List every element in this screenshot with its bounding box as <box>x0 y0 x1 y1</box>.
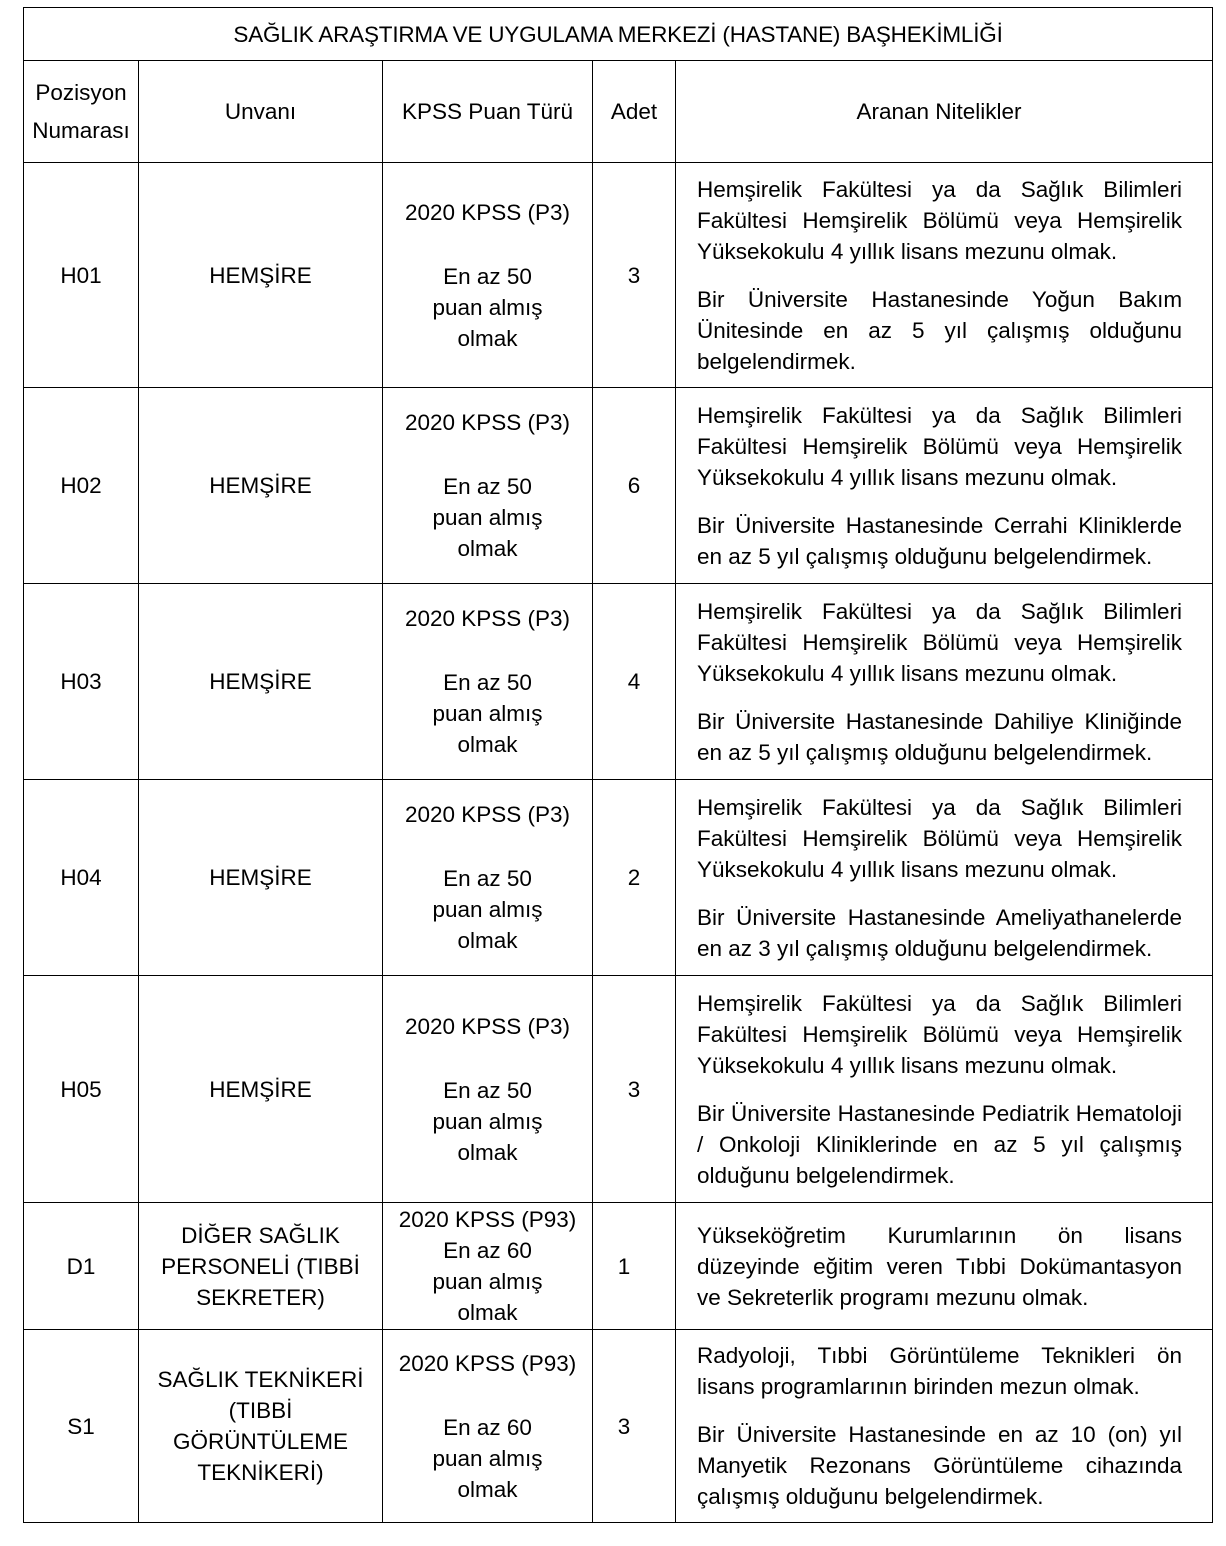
kpss-min-score: En az 60 puan almış olmak <box>432 1414 543 1502</box>
nitelik-cell <box>676 584 1213 780</box>
nitelik-paragraph: Bir Üniversite Hastanesinde en az 10 (on) yıl Manyetik Rezonans Görüntüleme cihazında çalışmış olduğunu belgelendirmek. <box>697 1422 1183 1509</box>
kpss-cell <box>383 1203 593 1330</box>
pozisyon-cell: H01 <box>24 163 139 388</box>
nitelik-paragraph: Hemşirelik Fakültesi ya da Sağlık Bilimleri Fakültesi Hemşirelik Bölümü veya Hemşirelik Yüksekokulu 4 yıllık lisans mezunu olmak. <box>697 990 1183 1078</box>
table-row <box>24 163 1213 388</box>
kpss-type: 2020 KPSS (P3) <box>404 1013 571 1039</box>
unvan-cell: HEMŞİRE <box>139 780 383 976</box>
unvan-cell: HEMŞİRE <box>139 388 383 584</box>
header-row <box>24 61 1213 163</box>
nitelik-paragraph: Bir Üniversite Hastanesinde Dahiliye Kliniğinde en az 5 yıl çalışmış olduğunu belgelendirmek. <box>697 708 1183 765</box>
header-kpss: KPSS Puan Türü <box>383 61 593 163</box>
kpss-cell <box>383 584 593 780</box>
nitelik-paragraph: Radyoloji, Tıbbi Görüntüleme Teknikleri ön lisans programlarının birinden mezun olmak. <box>697 1343 1183 1399</box>
table-row <box>24 976 1213 1203</box>
table-row <box>24 780 1213 976</box>
header-adet: Adet <box>593 61 676 163</box>
table-row <box>24 1203 1213 1330</box>
adet-cell: 1 <box>593 1203 676 1330</box>
nitelik-paragraph: Bir Üniversite Hastanesinde Ameliyathanelerde en az 3 yıl çalışmış olduğunu belgelendirmek. <box>697 904 1183 961</box>
adet-cell: 3 <box>593 1330 676 1523</box>
nitelik-paragraph: Bir Üniversite Hastanesinde Pediatrik Hematoloji / Onkoloji Kliniklerinde en az 5 yıl çalışmış olduğunu belgelendirmek. <box>697 1100 1183 1188</box>
header-pozisyon <box>24 61 139 163</box>
pozisyon-cell: D1 <box>24 1203 139 1330</box>
kpss-type: 2020 KPSS (P93) <box>398 1350 577 1376</box>
kpss-min-score: En az 50 puan almış olmak <box>432 474 543 561</box>
page-title: SAĞLIK ARAŞTIRMA VE UYGULAMA MERKEZİ (HASTANE) BAŞHEKİMLİĞİ <box>24 8 1213 61</box>
kpss-type: 2020 KPSS (P3) <box>404 802 571 827</box>
nitelik-cell <box>676 388 1213 584</box>
positions-table <box>23 7 1213 1523</box>
kpss-min-score: En az 50 puan almış olmak <box>432 866 543 953</box>
nitelik-cell <box>676 1203 1213 1330</box>
unvan-cell: DİĞER SAĞLIK PERSONELİ (TIBBİ SEKRETER) <box>139 1203 383 1330</box>
pozisyon-cell: H05 <box>24 976 139 1203</box>
title-row <box>24 8 1213 61</box>
header-unvan: Unvanı <box>139 61 383 163</box>
adet-cell: 3 <box>593 976 676 1203</box>
nitelik-paragraph: Bir Üniversite Hastanesinde Yoğun Bakım Ünitesinde en az 5 yıl çalışmış olduğunu belgelendirmek. <box>697 286 1183 374</box>
kpss-min-score: En az 50 puan almış olmak <box>432 670 543 757</box>
nitelik-paragraph: Hemşirelik Fakültesi ya da Sağlık Bilimleri Fakültesi Hemşirelik Bölümü veya Hemşirelik Yüksekokulu 4 yıllık lisans mezunu olmak. <box>697 176 1183 264</box>
adet-cell: 2 <box>593 780 676 976</box>
pozisyon-cell: H04 <box>24 780 139 976</box>
adet-cell: 4 <box>593 584 676 780</box>
nitelik-cell <box>676 780 1213 976</box>
table-row <box>24 1330 1213 1523</box>
nitelik-paragraph: Hemşirelik Fakültesi ya da Sağlık Bilimleri Fakültesi Hemşirelik Bölümü veya Hemşirelik Yüksekokulu 4 yıllık lisans mezunu olmak. <box>697 402 1183 490</box>
pozisyon-cell: S1 <box>24 1330 139 1523</box>
pozisyon-cell: H03 <box>24 584 139 780</box>
header-pozisyon-line2: Numarası <box>32 117 130 143</box>
nitelik-cell <box>676 163 1213 388</box>
nitelik-paragraph: Yükseköğretim Kurumlarının ön lisans düzeyinde eğitim veren Tıbbi Dokümantasyon ve Sekreterlik programı mezunu olmak. <box>697 1222 1183 1310</box>
header-nitelikler: Aranan Nitelikler <box>676 61 1213 163</box>
kpss-cell <box>383 780 593 976</box>
header-pozisyon-line1: Pozisyon <box>35 79 127 105</box>
kpss-min-score: En az 50 puan almış olmak <box>432 263 543 351</box>
pozisyon-cell: H02 <box>24 388 139 584</box>
nitelik-paragraph: Bir Üniversite Hastanesinde Cerrahi Kliniklerde en az 5 yıl çalışmış olduğunu belgelendirmek. <box>697 512 1183 569</box>
unvan-cell: HEMŞİRE <box>139 584 383 780</box>
kpss-cell <box>383 163 593 388</box>
table-row <box>24 388 1213 584</box>
kpss-cell <box>383 388 593 584</box>
kpss-min-score: En az 50 puan almış olmak <box>432 1077 543 1165</box>
adet-cell: 3 <box>593 163 676 388</box>
kpss-cell <box>383 976 593 1203</box>
unvan-cell: HEMŞİRE <box>139 976 383 1203</box>
table-row <box>24 584 1213 780</box>
unvan-cell: HEMŞİRE <box>139 163 383 388</box>
kpss-cell <box>383 1330 593 1523</box>
kpss-min-score: En az 60 puan almış olmak <box>432 1238 543 1325</box>
nitelik-cell <box>676 976 1213 1203</box>
unvan-cell: SAĞLIK TEKNİKERİ (TIBBİ GÖRÜNTÜLEME TEKNİKERİ) <box>139 1330 383 1523</box>
nitelik-cell <box>676 1330 1213 1523</box>
kpss-type: 2020 KPSS (P93) <box>398 1207 577 1232</box>
kpss-type: 2020 KPSS (P3) <box>404 410 571 435</box>
kpss-type: 2020 KPSS (P3) <box>404 199 571 225</box>
nitelik-paragraph: Hemşirelik Fakültesi ya da Sağlık Bilimleri Fakültesi Hemşirelik Bölümü veya Hemşirelik Yüksekokulu 4 yıllık lisans mezunu olmak. <box>697 794 1183 882</box>
adet-cell: 6 <box>593 388 676 584</box>
kpss-type: 2020 KPSS (P3) <box>404 606 571 631</box>
nitelik-paragraph: Hemşirelik Fakültesi ya da Sağlık Bilimleri Fakültesi Hemşirelik Bölümü veya Hemşirelik Yüksekokulu 4 yıllık lisans mezunu olmak. <box>697 598 1183 686</box>
